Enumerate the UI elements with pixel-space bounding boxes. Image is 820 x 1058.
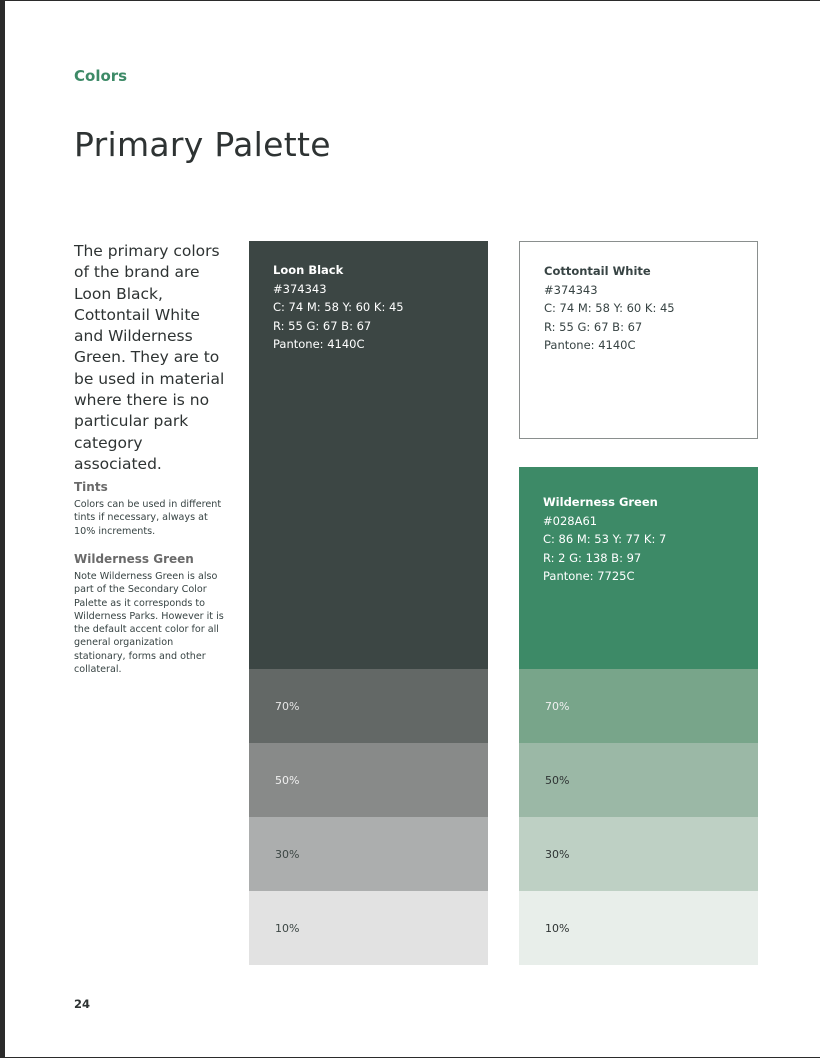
note-title-tints: Tints [74,480,108,494]
tint-black-30 [249,817,488,891]
swatch-name: Loon Black [273,263,344,277]
tint-label: 50% [545,773,570,787]
swatch-info-wilderness-green [543,493,666,586]
swatch-hex: #374343 [544,282,598,297]
swatch-name: Wilderness Green [543,495,658,509]
swatch-info-cottontail-white [544,262,675,355]
note-title-wilderness-green: Wilderness Green [74,552,194,566]
swatch-info-loon-black [273,261,404,354]
swatch-rgb: R: 55 G: 67 B: 67 [273,318,372,333]
swatch-cottontail-white [519,241,758,439]
tint-green-10 [519,891,758,965]
swatch-cmyk: C: 86 M: 53 Y: 77 K: 7 [543,532,667,547]
tint-black-70 [249,669,488,743]
swatch-rgb: R: 2 G: 138 B: 97 [543,550,642,565]
tint-black-10 [249,891,488,965]
swatch-pantone: Pantone: 4140C [544,338,636,353]
swatch-loon-black [249,241,488,669]
section-label: Colors [74,67,128,85]
tint-label: 10% [545,921,570,935]
tint-label: 50% [275,773,300,787]
swatch-hex: #028A61 [543,513,598,528]
tint-label: 10% [275,921,300,935]
swatch-cmyk: C: 74 M: 58 Y: 60 K: 45 [544,301,675,316]
tint-label: 70% [275,699,300,713]
tint-green-70 [519,669,758,743]
swatch-wilderness-green [519,467,758,669]
swatch-name: Cottontail White [544,264,651,278]
swatch-hex: #374343 [273,281,327,296]
swatch-cmyk: C: 74 M: 58 Y: 60 K: 45 [273,300,404,315]
page-title: Primary Palette [74,125,331,164]
tint-black-50 [249,743,488,817]
swatch-pantone: Pantone: 7725C [543,569,635,584]
tint-label: 30% [275,847,300,861]
note-body-wilderness-green: Note Wilderness Green is also part of the Secondary Color Palette as it corresponds to Wilderness Parks. However it is the default accent color for all general organization stationary, forms and other collateral. [74,571,224,676]
tint-label: 70% [545,699,570,713]
tint-label: 30% [545,847,570,861]
tint-green-30 [519,817,758,891]
intro-paragraph: The primary colors of the brand are Loon Black, Cottontail White and Wilderness Green. They are to be used in material where there is no particular park category associated. [74,242,225,473]
swatch-rgb: R: 55 G: 67 B: 67 [544,319,643,334]
swatch-pantone: Pantone: 4140C [273,337,365,352]
tint-green-50 [519,743,758,817]
note-body-tints: Colors can be used in different tints if necessary, always at 10% increments. [74,499,222,537]
page-number: 24 [74,997,91,1011]
